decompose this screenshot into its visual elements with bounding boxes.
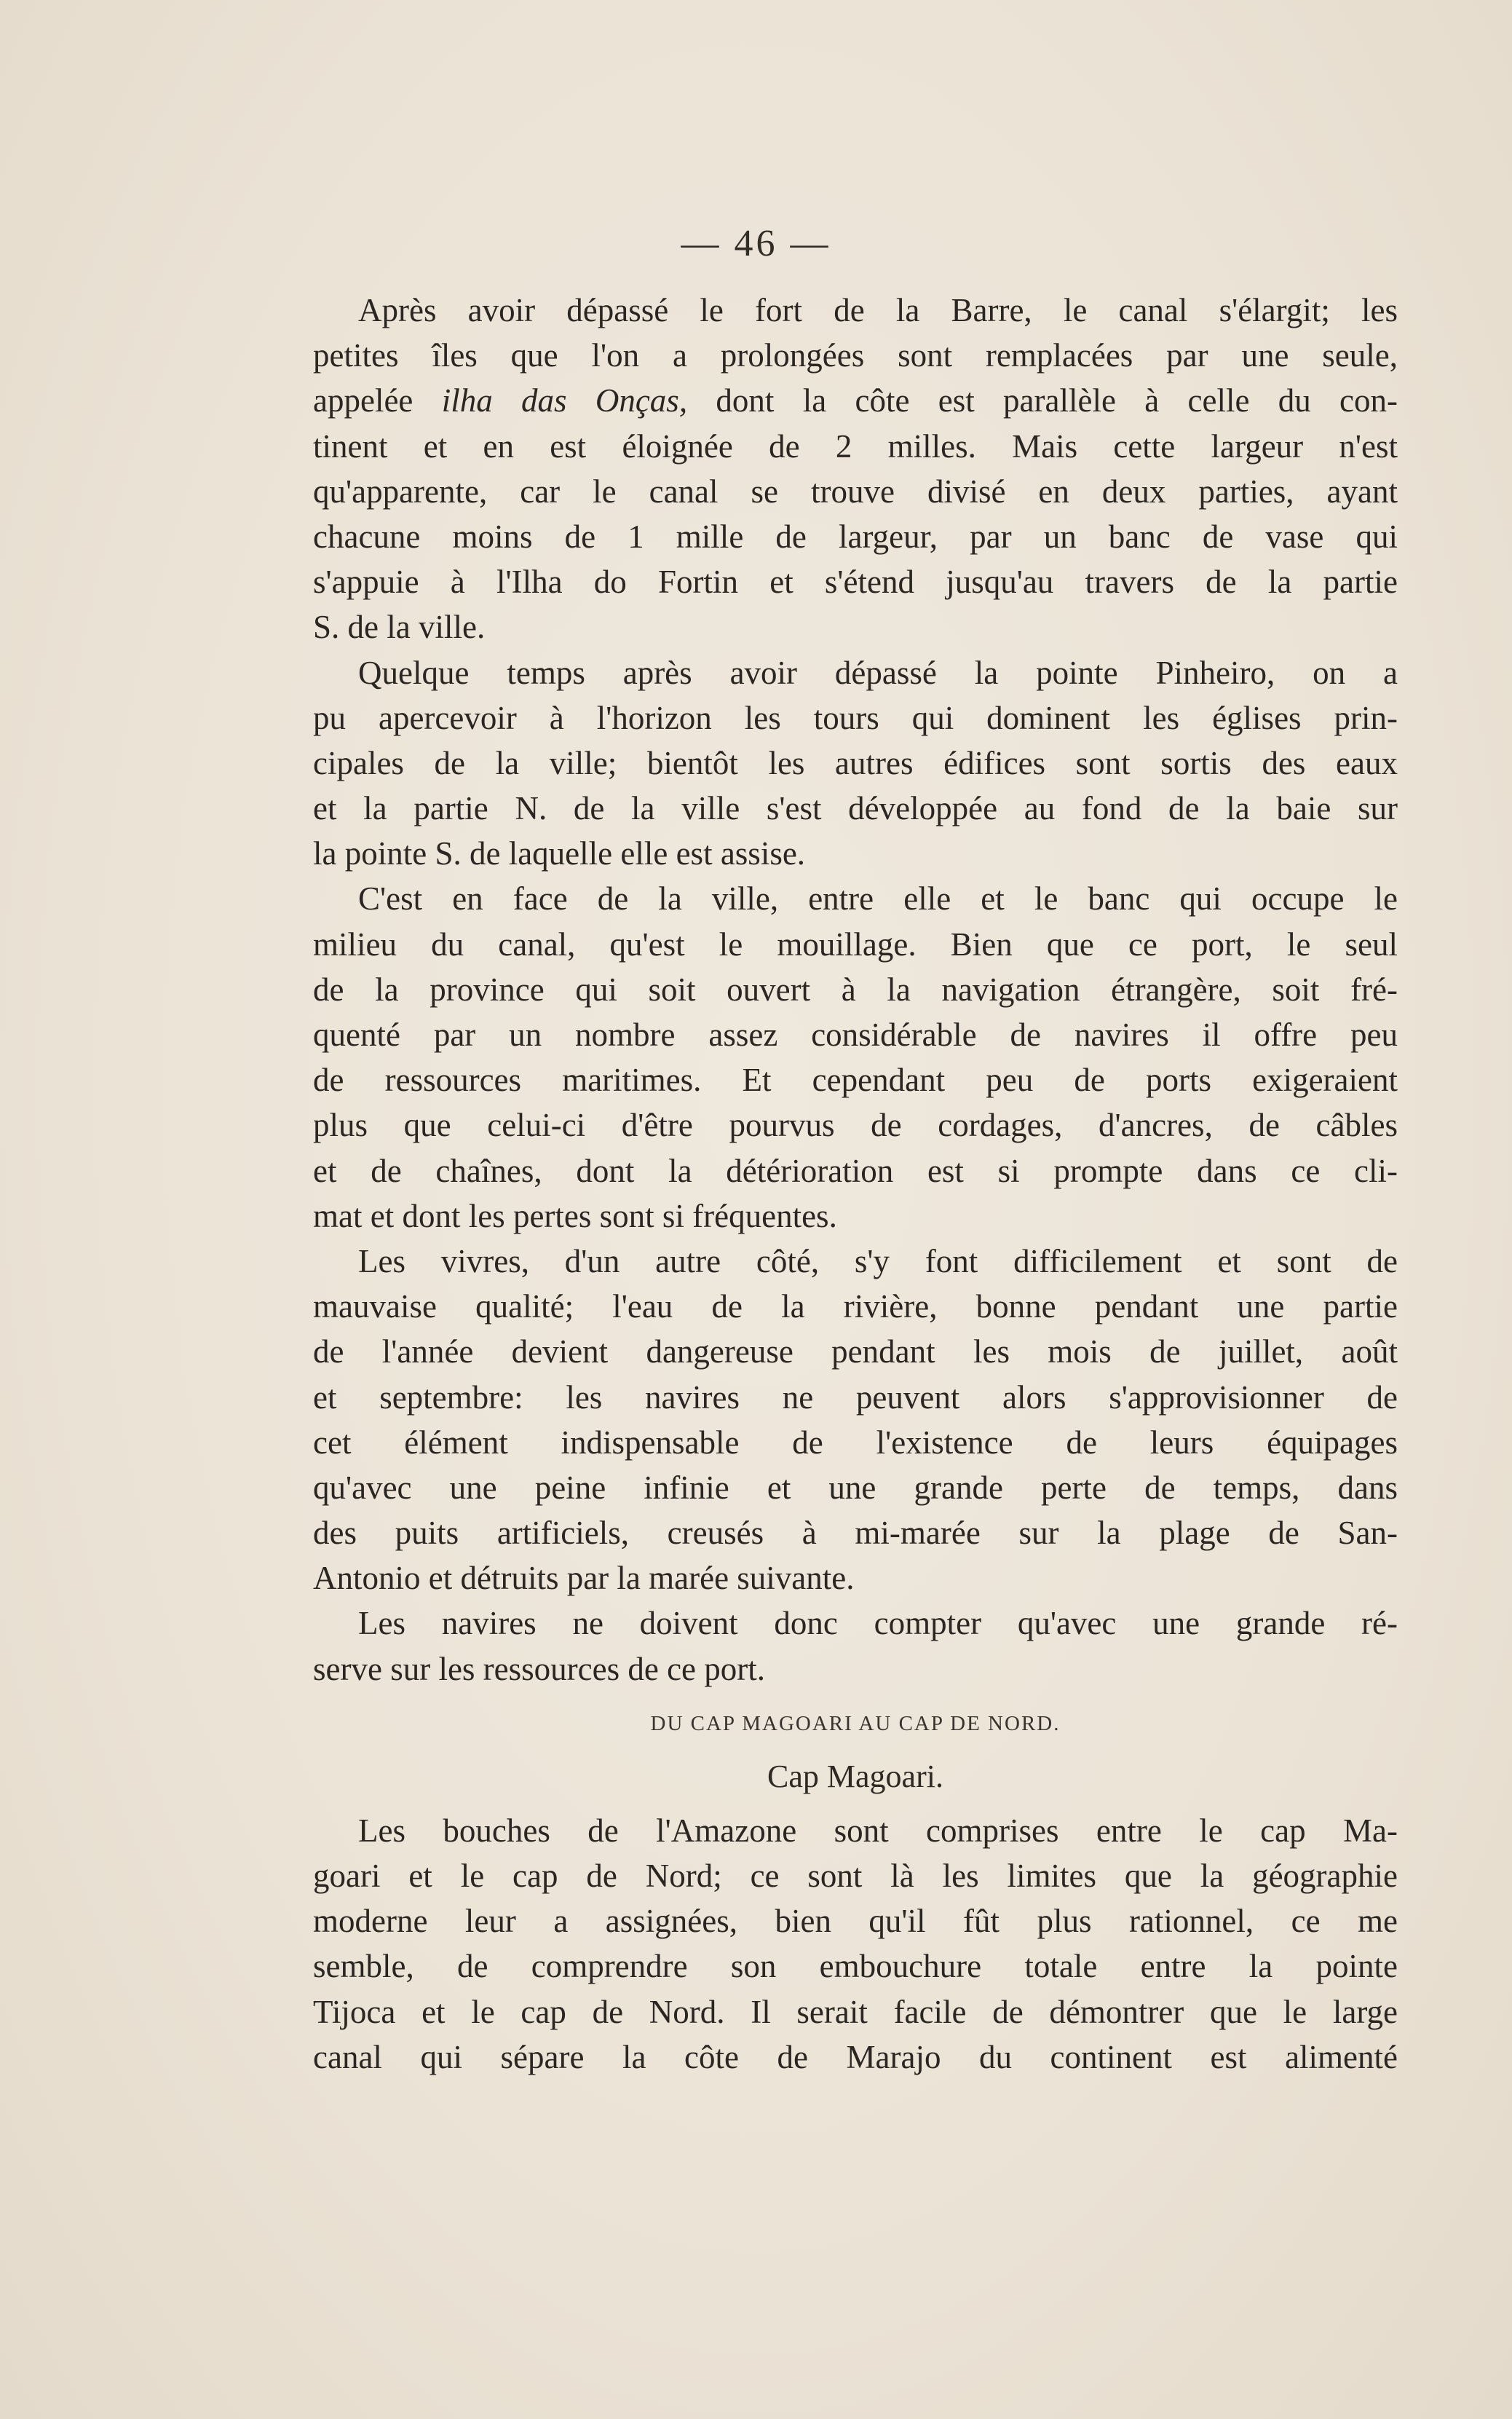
text-line: Quelque temps après avoir dépassé la pointe Pinheiro, on a (358, 654, 1398, 691)
text-line: tinent et en est éloignée de 2 milles. Mais cette largeur n'est (313, 427, 1398, 465)
italic-place-name: ilha das Onças, (441, 382, 688, 419)
text-line: Tijoca et le cap de Nord. Il serait facile de démontrer que le large (313, 1993, 1398, 2030)
text-line: milieu du canal, qu'est le mouillage. Bien que ce port, le seul (313, 926, 1398, 963)
text-line: et de chaînes, dont la détérioration est si prompte dans ce cli- (313, 1152, 1398, 1189)
text-line: serve sur les ressources de ce port. (313, 1650, 766, 1687)
text-line: mauvaise qualité; l'eau de la rivière, bonne pendant une partie (313, 1288, 1398, 1325)
text-line: de ressources maritimes. Et cependant peu de ports exigeraient (313, 1062, 1398, 1099)
text-line: chacune moins de 1 mille de largeur, par un banc de vase qui (313, 518, 1398, 555)
text-line: qu'apparente, car le canal se trouve divisé en deux parties, ayant (313, 473, 1398, 510)
paragraph-4 (313, 1239, 1398, 1601)
text-column (313, 288, 1398, 2080)
text-line: petites îles que l'on a prolongées sont remplacées par une seule, (313, 337, 1398, 374)
text-line: mat et dont les pertes sont si fréquentes. (313, 1197, 837, 1234)
text-line: qu'avec une peine infinie et une grande perte de temps, dans (313, 1469, 1398, 1506)
text-line: Les vivres, d'un autre côté, s'y font difficilement et sont de (358, 1242, 1398, 1279)
paragraph-5 (313, 1601, 1398, 1691)
text-line: pu apercevoir à l'horizon les tours qui dominent les églises prin- (313, 699, 1398, 736)
text-line: goari et le cap de Nord; ce sont là les limites que la géographie (313, 1858, 1398, 1894)
text-line: Antonio et détruits par la marée suivante. (313, 1560, 855, 1597)
text-line: S. de la ville. (313, 609, 486, 646)
text-line: cet élément indispensable de l'existence de leurs équipages (313, 1424, 1398, 1461)
sub-heading: Cap Magoari. (767, 1758, 943, 1794)
text-fragment: appelée (313, 382, 442, 419)
text-line: plus que celui-ci d'être pourvus de cordages, d'ancres, de câbles (313, 1107, 1398, 1144)
text-line: Les navires ne doivent donc compter qu'avec une grande ré- (358, 1605, 1398, 1642)
text-line: et septembre: les navires ne peuvent alors s'approvisionner de (313, 1378, 1398, 1416)
text-line: de l'année devient dangereuse pendant les mois de juillet, août (313, 1333, 1398, 1370)
text-line: s'appuie à l'Ilha do Fortin et s'étend jusqu'au travers de la partie (313, 564, 1398, 601)
text-line: Les bouches de l'Amazone sont comprises entre le cap Ma- (358, 1812, 1398, 1849)
paragraph-1 (313, 288, 1398, 650)
text-line: moderne leur a assignées, bien qu'il fût plus rationnel, ce me (313, 1903, 1398, 1940)
text-line-with-italic (313, 378, 1398, 423)
text-line: canal qui sépare la côte de Marajo du continent est alimenté (313, 2038, 1398, 2075)
page-number: — 46 — (681, 223, 831, 264)
text-fragment: dont la côte est parallèle à celle du con- (687, 382, 1398, 419)
text-line: C'est en face de la ville, entre elle et le banc qui occupe le (358, 880, 1398, 918)
section-heading: DU CAP MAGOARI AU CAP DE NORD. (650, 1711, 1061, 1735)
text-line: des puits artificiels, creusés à mi-marée sur la plage de San- (313, 1515, 1398, 1552)
text-line: et la partie N. de la ville s'est développée au fond de la baie sur (313, 790, 1398, 827)
text-line: quenté par un nombre assez considérable de navires il offre peu (313, 1017, 1398, 1053)
text-line: de la province qui soit ouvert à la navigation étrangère, soit fré- (313, 971, 1398, 1008)
paragraph-3 (313, 876, 1398, 1239)
text-line: cipales de la ville; bientôt les autres édifices sont sortis des eaux (313, 744, 1398, 781)
text-line: la pointe S. de laquelle elle est assise. (313, 835, 806, 872)
text-line: Après avoir dépassé le fort de la Barre, le canal s'élargit; les (358, 292, 1398, 328)
paragraph-2 (313, 650, 1398, 877)
paragraph-6 (313, 1808, 1398, 2080)
text-line: semble, de comprendre son embouchure totale entre la pointe (313, 1948, 1398, 1985)
